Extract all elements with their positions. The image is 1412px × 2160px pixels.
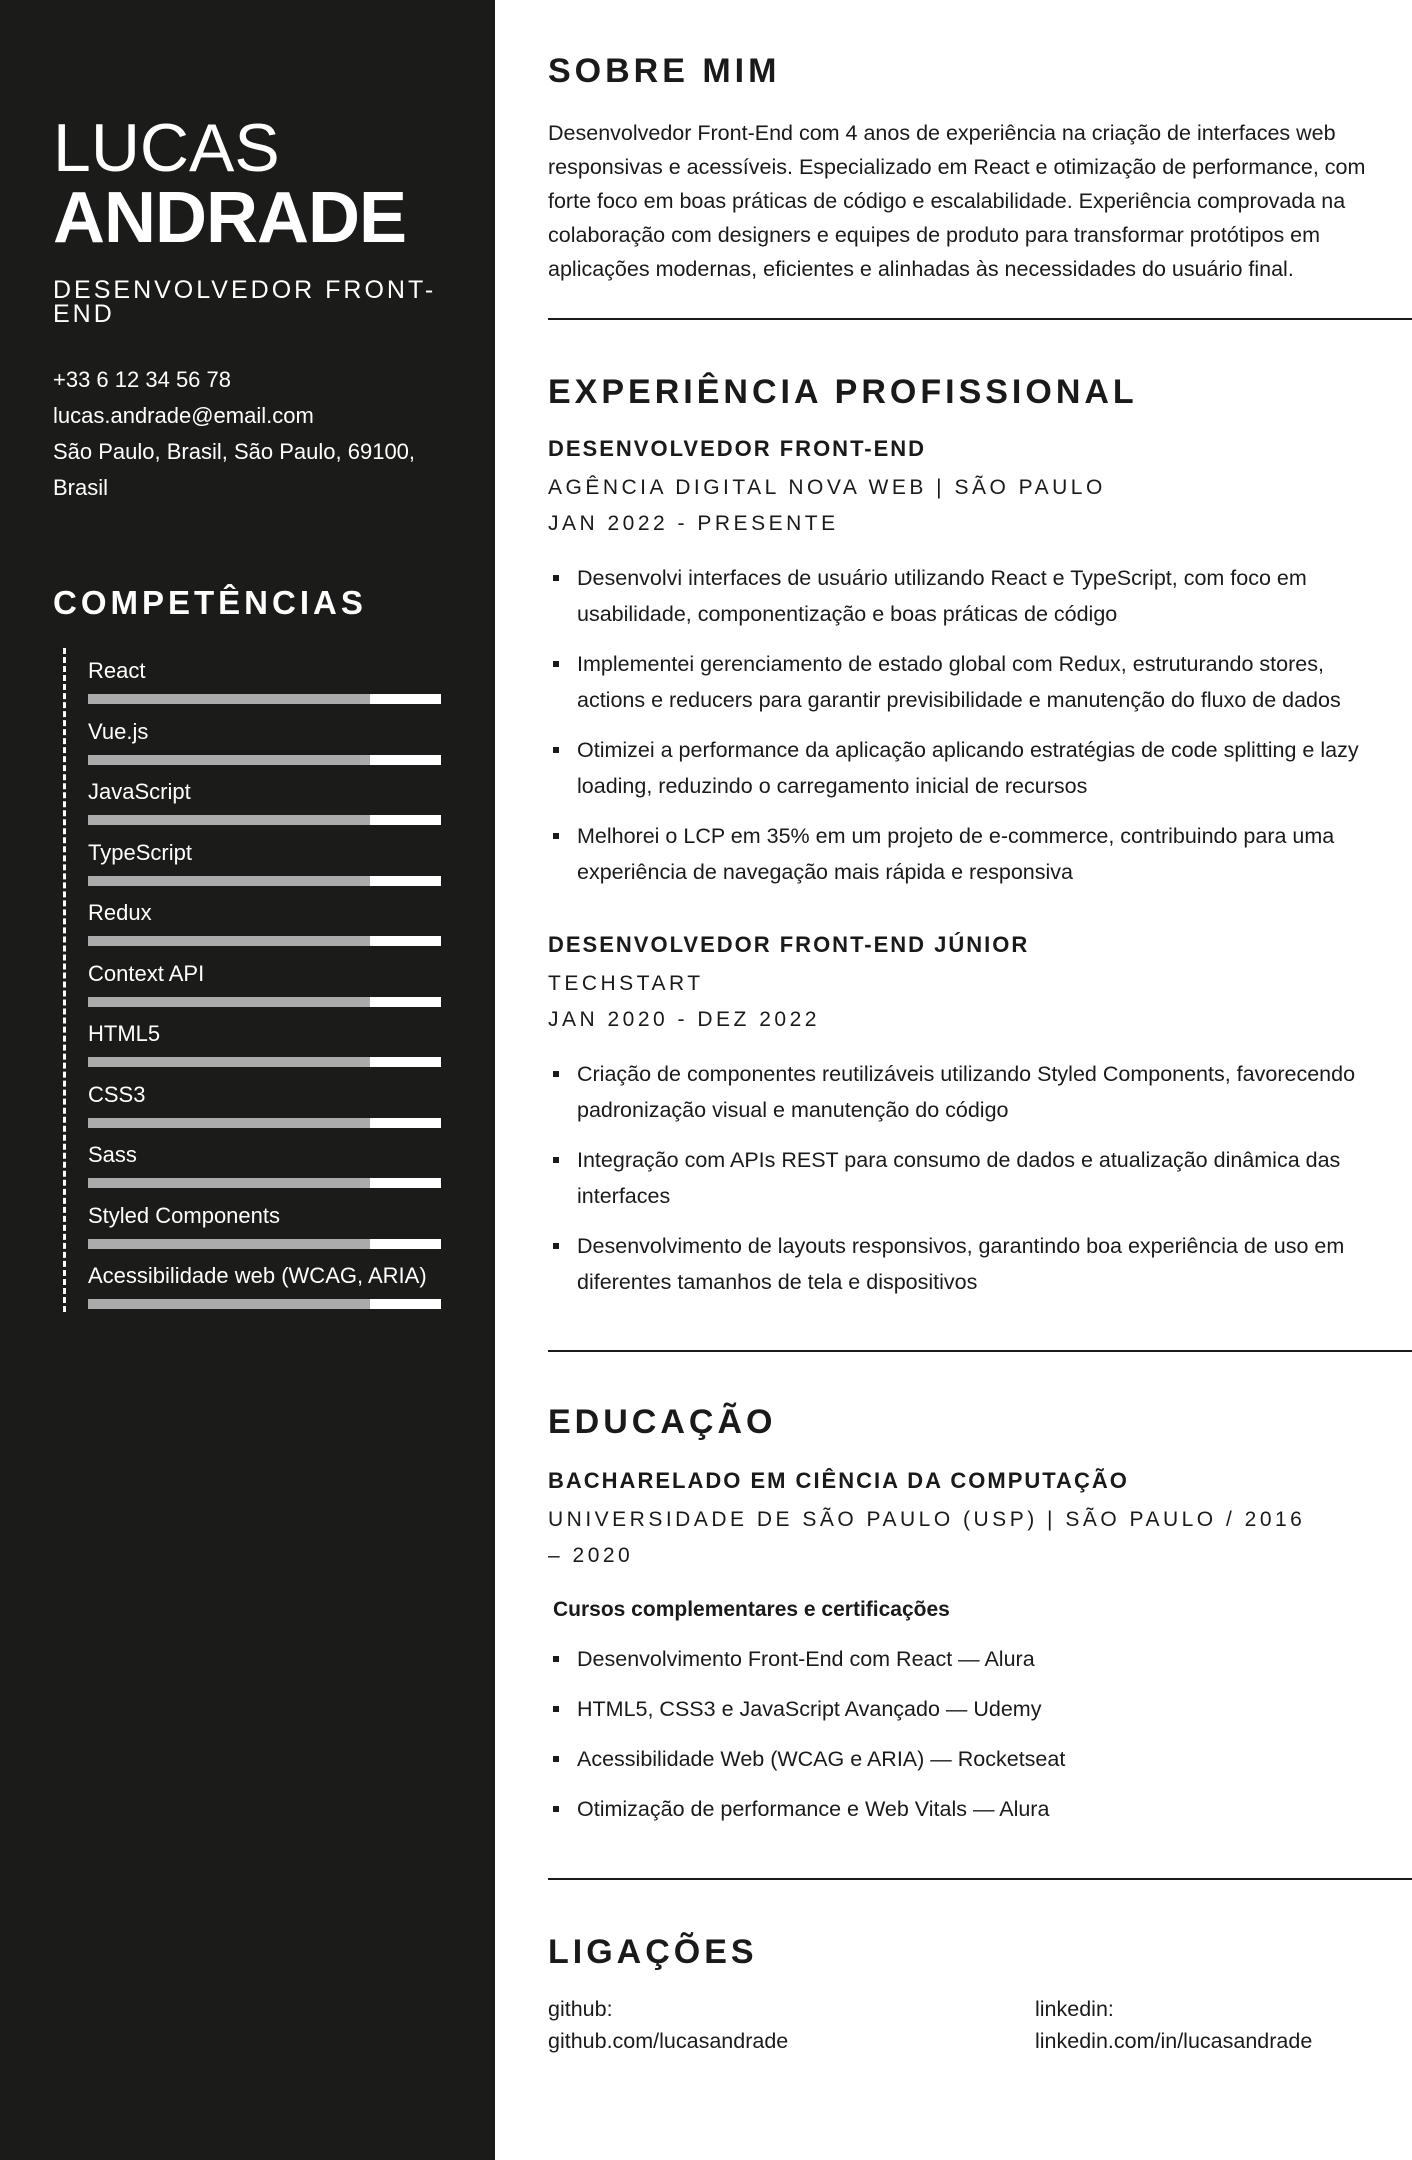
skill-item bbox=[88, 1201, 441, 1249]
list-item: Implementei gerenciamento de estado global com Redux, estruturando stores, actions e reducers para garantir previsibilidade e manutenção do fluxo de dados bbox=[548, 646, 1368, 718]
skill-level-bar bbox=[88, 694, 441, 704]
skill-name: TypeScript bbox=[88, 839, 192, 865]
list-item: Criação de componentes reutilizáveis utilizando Styled Components, favorecendo padronização visual e manutenção do código bbox=[548, 1056, 1368, 1128]
linkedin-label: linkedin: bbox=[1035, 1997, 1114, 2021]
skill-level-fill bbox=[88, 1118, 370, 1128]
skill-item bbox=[88, 959, 441, 1007]
list-item: Otimização de performance e Web Vitals — Alura bbox=[548, 1791, 1368, 1827]
skill-name: Redux bbox=[88, 900, 152, 925]
job-dates: JAN 2022 - PRESENTE bbox=[548, 512, 839, 535]
list-item: Desenvolvi interfaces de usuário utilizando React e TypeScript, com foco em usabilidade, componentização e boas práticas de código bbox=[548, 560, 1368, 632]
skill-level-fill bbox=[88, 755, 370, 765]
list-item: Desenvolvimento Front-End com React — Alura bbox=[548, 1641, 1368, 1677]
skill-name: Sass bbox=[88, 1142, 137, 1167]
job-title: DESENVOLVEDOR FRONT-END bbox=[548, 436, 927, 461]
skill-item bbox=[88, 838, 441, 886]
skill-item bbox=[88, 1261, 441, 1309]
skill-level-fill bbox=[88, 1057, 370, 1067]
job-bullets bbox=[548, 1056, 1368, 1314]
list-item: Acessibilidade Web (WCAG e ARIA) — Rocketseat bbox=[548, 1741, 1368, 1777]
skill-item bbox=[88, 656, 441, 704]
divider bbox=[548, 318, 1412, 320]
skill-level-fill bbox=[88, 997, 370, 1007]
skill-level-fill bbox=[88, 1299, 370, 1309]
experience-heading: EXPERIÊNCIA PROFISSIONAL bbox=[548, 373, 1138, 411]
list-item: Melhorei o LCP em 35% em um projeto de e-commerce, contribuindo para uma experiência de navegação mais rápida e responsiva bbox=[548, 818, 1368, 890]
email: lucas.andrade@email.com bbox=[53, 403, 314, 428]
linkedin-link[interactable] bbox=[1035, 1993, 1312, 2057]
skill-level-fill bbox=[88, 1178, 370, 1188]
divider bbox=[548, 1350, 1412, 1352]
linkedin-url[interactable]: linkedin.com/in/lucasandrade bbox=[1035, 2029, 1313, 2053]
skill-level-fill bbox=[88, 876, 370, 886]
skill-level-bar bbox=[88, 1299, 441, 1309]
github-link[interactable] bbox=[548, 1993, 788, 2057]
last-name: ANDRADE bbox=[53, 178, 406, 258]
skill-level-bar bbox=[88, 936, 441, 946]
address: São Paulo, Brasil, São Paulo, 69100, Brasil bbox=[53, 439, 416, 500]
courses-list bbox=[548, 1641, 1368, 1841]
job-company: AGÊNCIA DIGITAL NOVA WEB | SÃO PAULO bbox=[548, 476, 1106, 499]
divider bbox=[548, 1878, 1412, 1880]
skill-level-fill bbox=[88, 1239, 370, 1249]
about-heading: SOBRE MIM bbox=[548, 52, 781, 90]
skill-level-bar bbox=[88, 1178, 441, 1188]
skill-item bbox=[88, 777, 441, 825]
skill-level-bar bbox=[88, 815, 441, 825]
job-role: DESENVOLVEDOR FRONT-END bbox=[53, 276, 437, 328]
sidebar bbox=[0, 0, 495, 2160]
school: UNIVERSIDADE DE SÃO PAULO (USP) | SÃO PAULO / 2016 – 2020 bbox=[548, 1508, 1306, 1567]
skill-item bbox=[88, 717, 441, 765]
phone: +33 6 12 34 56 78 bbox=[53, 367, 231, 392]
skill-level-bar bbox=[88, 997, 441, 1007]
first-name: LUCAS bbox=[53, 110, 280, 186]
skill-item bbox=[88, 1140, 441, 1188]
skill-name: JavaScript bbox=[88, 779, 191, 804]
skill-level-fill bbox=[88, 936, 370, 946]
job-company: TECHSTART bbox=[548, 972, 704, 995]
degree: BACHARELADO EM CIÊNCIA DA COMPUTAÇÃO bbox=[548, 1468, 1129, 1493]
links-heading: LIGAÇÕES bbox=[548, 1933, 758, 1971]
skill-level-bar bbox=[88, 1118, 441, 1128]
job-dates: JAN 2020 - DEZ 2022 bbox=[548, 1008, 820, 1031]
github-label: github: bbox=[548, 1997, 613, 2021]
skill-item bbox=[88, 1080, 441, 1128]
github-url[interactable]: github.com/lucasandrade bbox=[548, 2029, 789, 2053]
skill-item bbox=[88, 1019, 441, 1067]
list-item: Desenvolvimento de layouts responsivos, garantindo boa experiência de uso em diferentes tamanhos de tela e dispositivos bbox=[548, 1228, 1368, 1300]
skill-level-bar bbox=[88, 876, 441, 886]
skills-heading: COMPETÊNCIAS bbox=[53, 584, 367, 621]
contact-info bbox=[53, 362, 453, 506]
skill-name: Vue.js bbox=[88, 718, 149, 744]
list-item: Otimizei a performance da aplicação aplicando estratégias de code splitting e lazy loading, reduzindo o carregamento inicial de recursos bbox=[548, 732, 1368, 804]
skill-name: React bbox=[88, 658, 146, 683]
list-item: HTML5, CSS3 e JavaScript Avançado — Udemy bbox=[548, 1691, 1368, 1727]
skill-item bbox=[88, 898, 441, 946]
courses-heading: Cursos complementares e certificações bbox=[553, 1598, 950, 1621]
about-text: Desenvolvedor Front-End com 4 anos de experiência na criação de interfaces web responsivas e acessíveis. Especializado em React e otimização de performance, com forte foco em boas práticas de código e escalabilidade. Experiência comprovada na colaboração com designers e equipes de produto para transformar protótipos em aplicações modernas, eficientes e alinhadas às necessidades do usuário final. bbox=[548, 121, 1366, 281]
skill-level-bar bbox=[88, 755, 441, 765]
skill-level-fill bbox=[88, 694, 370, 704]
job-title: DESENVOLVEDOR FRONT-END JÚNIOR bbox=[548, 932, 1030, 957]
skill-name: Styled Components bbox=[88, 1202, 280, 1228]
education-heading: EDUCAÇÃO bbox=[548, 1403, 777, 1441]
skill-level-bar bbox=[88, 1239, 441, 1249]
skill-name: HTML5 bbox=[88, 1021, 161, 1046]
skill-name: Context API bbox=[88, 960, 205, 986]
skills-list bbox=[63, 648, 443, 1312]
job-bullets bbox=[548, 560, 1368, 904]
skill-level-bar bbox=[88, 1057, 441, 1067]
skill-name: Acessibilidade web (WCAG, ARIA) bbox=[88, 1263, 427, 1288]
skill-level-fill bbox=[88, 815, 370, 825]
list-item: Integração com APIs REST para consumo de dados e atualização dinâmica das interfaces bbox=[548, 1142, 1368, 1214]
skill-name: CSS3 bbox=[88, 1081, 146, 1107]
